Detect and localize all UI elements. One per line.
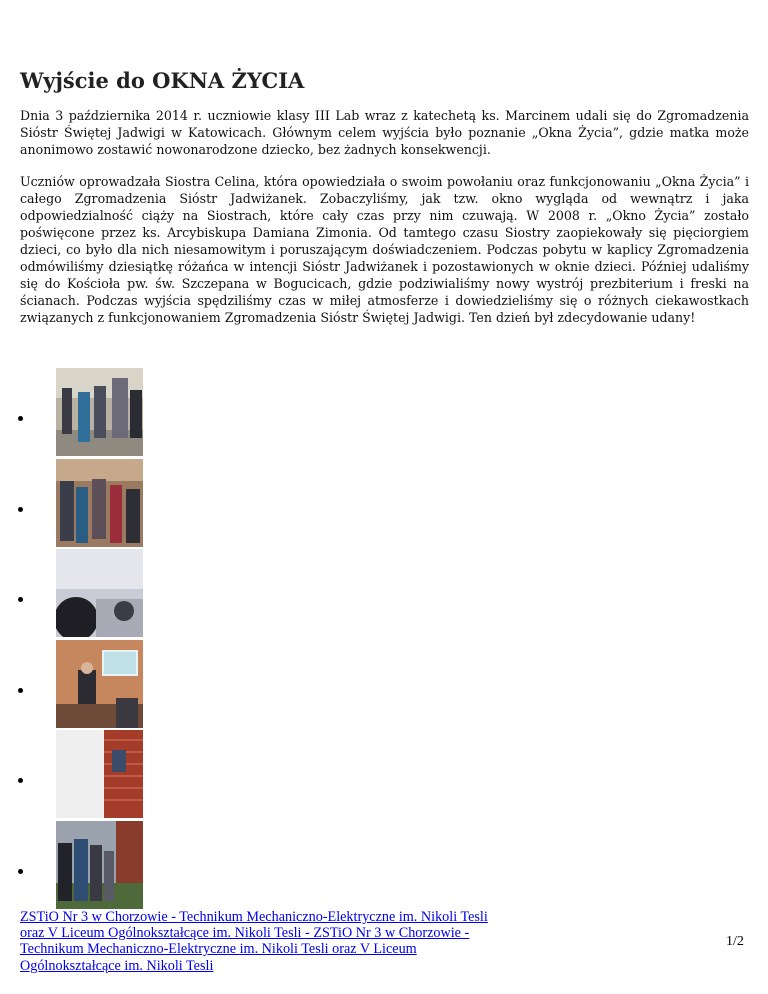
gallery-photo-3[interactable] bbox=[56, 549, 143, 637]
gallery-photo-5[interactable] bbox=[56, 730, 143, 818]
page-title: Wyjście do OKNA ŻYCIA bbox=[20, 68, 305, 93]
gallery-photo-2[interactable] bbox=[56, 459, 143, 547]
bullet-icon bbox=[18, 507, 23, 512]
gallery-photo-4[interactable] bbox=[56, 640, 143, 728]
gallery-photo-6[interactable] bbox=[56, 821, 143, 909]
bullet-icon bbox=[18, 869, 23, 874]
gallery-photo-1[interactable] bbox=[56, 368, 143, 456]
bullet-icon bbox=[18, 778, 23, 783]
footer-site-link[interactable]: ZSTiO Nr 3 w Chorzowie - Technikum Mechaniczno-Elektryczne im. Nikoli Tesli oraz V Liceum Ogólnokształcące im. Nikoli Tesli - ZSTiO Nr 3 w Chorzowie - Technikum Mechaniczno-Elektryczne im. Nikoli Tesli oraz V Liceum Ogólnokształcące im. Nikoli Tesli bbox=[20, 909, 488, 974]
bullet-icon bbox=[18, 597, 23, 602]
bullet-icon bbox=[18, 416, 23, 421]
bullet-icon bbox=[18, 688, 23, 693]
article-paragraph: Dnia 3 października 2014 r. uczniowie klasy III Lab wraz z katechetą ks. Marcinem udali się do Zgromadzenia Sióstr Świętej Jadwigi w Katowicach. Głównym celem wyjścia było poznanie „Okna Życia”, gdzie matka może anonimowo zostawić nowonarodzone dziecko, bez żadnych konsekwencji. bbox=[20, 108, 749, 157]
article-paragraph: Uczniów oprowadzała Siostra Celina, która opowiedziała o swoim powołaniu oraz funkcjonowaniu „Okna Życia” i całego Zgromadzenia Sióstr Jadwiżanek. Zobaczyliśmy, jak tzw. okno wygląda od wewnątrz i jaka odpowiedzialność ciąży na Siostrach, które cały czas przy nim czuwają. W 2008 r. „Okno Życia” zostało poświęcone przez ks. Arcybiskupa Damiana Zimonia. Od tamtego czasu Siostry zaopiekowały się pięciorgiem dzieci, co było dla nich niesamowitym i poruszającym doświadczeniem. Podczas pobytu w kaplicy Zgromadzenia odmówiliśmy dziesiątkę różańca w intencji Sióstr Jadwiżanek i pozostawionych w oknie dzieci. Później udaliśmy się do Kościoła pw. św. Szczepana w Bogucicach, gdzie podziwialiśmy nowy wystrój prezbiterium i freski na ścianach. Podczas wyjścia spędziliśmy czas w miłej atmosferze i dowiedzieliśmy się o różnych ciekawostkach związanych z funkcjonowaniem Zgromadzenia Sióstr Świętej Jadwigi. Ten dzień był zdecydowanie udany! bbox=[20, 174, 749, 325]
page-number: 1/2 bbox=[726, 934, 744, 949]
